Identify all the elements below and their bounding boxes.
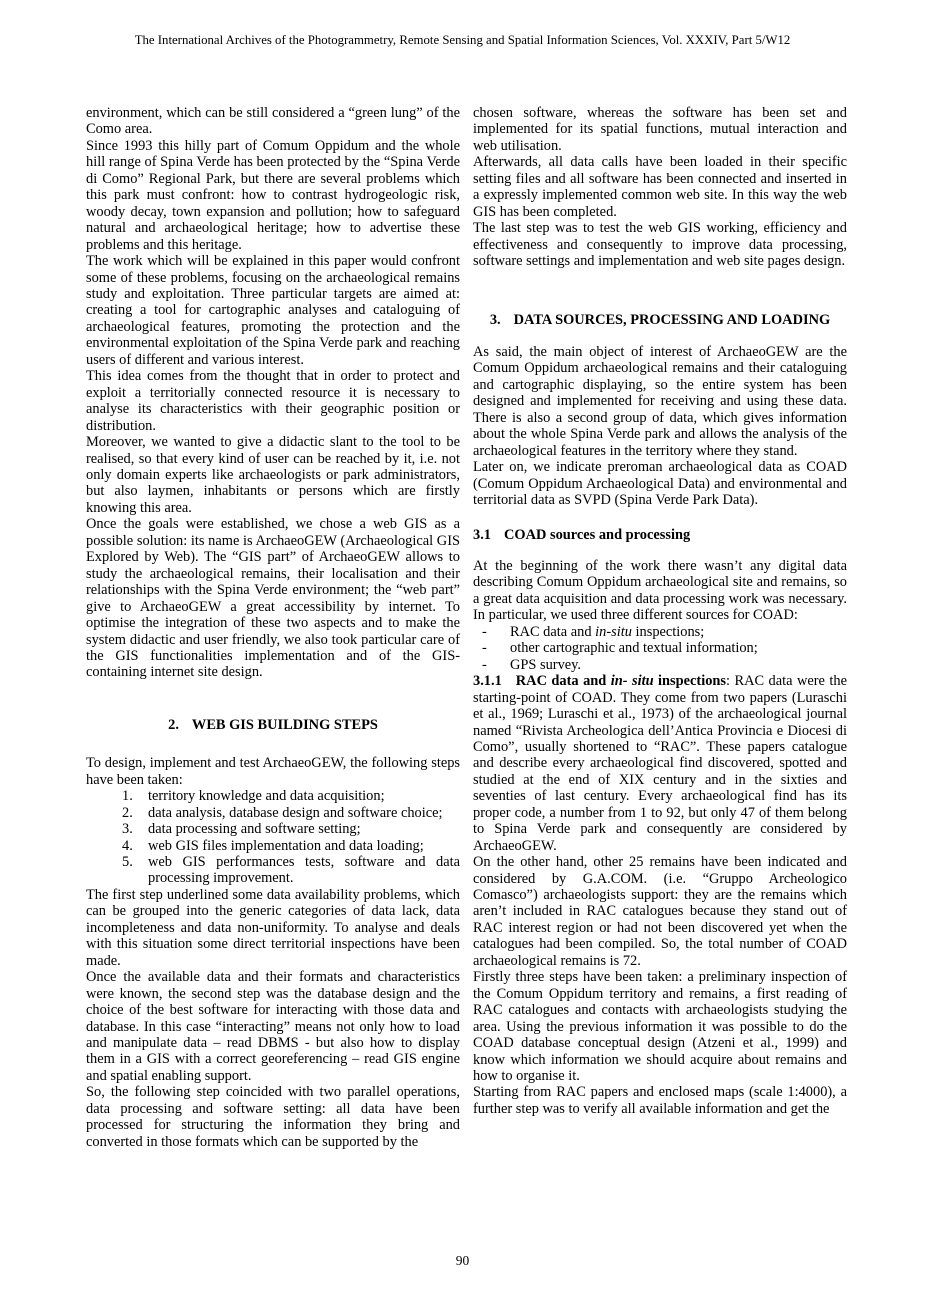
dash-list (473, 624, 847, 673)
right-column (473, 105, 847, 1150)
paragraph: Starting from RAC papers and enclosed maps (scale 1:4000), a further step was to verify all available information and get the (473, 1084, 847, 1117)
item-text: data analysis, database design and software choice; (148, 804, 443, 821)
paragraph: Moreover, we wanted to give a didactic slant to the tool to be realised, so that every kind of user can be reached by it, i.e. not only domain experts like archaeologists or park administrators, but also laymen, inhabitants or persons which are firstly knowing this area. (86, 434, 460, 516)
paragraph: The work which will be explained in this paper would confront some of these problems, focusing on the archaeological remains study and exploitation. Three particular targets are aimed at: creating a tool for cartographic analyses and cataloguing of archaeological features, promoting the protection and the environmental exploitation of the Spina Verde park and reaching users of different and various interest. (86, 253, 460, 368)
item-text: web GIS performances tests, software and data processing improvement. (148, 854, 460, 887)
page-header (0, 33, 925, 48)
left-column (86, 105, 460, 1150)
paragraph: Later on, we indicate preroman archaeological data as COAD (Comum Oppidum Archaeological Data) and environmental and territorial data as SVPD (Spina Verde Park Data). (473, 459, 847, 509)
section-3-number: 3. (489, 311, 501, 328)
item-dash: - (482, 656, 487, 673)
paragraph: The last step was to test the web GIS working, efficiency and effectiveness and consequently to improve data processing, software settings and implementation and web site pages design. (473, 220, 847, 270)
italic-text: in-situ (595, 623, 632, 640)
section-2-heading (86, 717, 460, 733)
section-3-1-number: 3.1 (473, 526, 491, 543)
page-number: 90 (455, 1253, 470, 1268)
journal-title: The International Archives of the Photogrammetry, Remote Sensing and Spatial Information Sciences, Vol. XXXIV, Part 5/W12 (134, 33, 791, 47)
list-item (86, 788, 460, 804)
item-number: 5. (122, 854, 133, 871)
section-3-1-title: COAD sources and processing (504, 526, 691, 543)
paragraph: Firstly three steps have been taken: a preliminary inspection of the Comum Oppidum territory and remains, a first reading of RAC catalogues and contacts with archaeologists studying the area. Using the previous information it was possible to do the COAD database conceptual design (Atzeni et al., 1999) and know which information we should acquire about remains and how to organise it. (473, 969, 847, 1085)
item-number: 4. (122, 837, 133, 854)
list-item (86, 838, 460, 854)
list-item (86, 821, 460, 837)
item-text: data processing and software setting; (148, 821, 361, 838)
paragraph: environment, which can be still considered a “green lung” of the Como area. (86, 105, 460, 138)
item-dash: - (482, 640, 487, 657)
numbered-list (86, 788, 460, 887)
paragraph: This idea comes from the thought that in order to protect and exploit a territorially connected resource it is necessary to analyse its characteristics with their geographic position or distribution. (86, 368, 460, 434)
section-3-1-1-paragraph (473, 673, 847, 854)
section-2-title: WEB GIS BUILDING STEPS (191, 716, 378, 733)
item-number: 3. (122, 821, 133, 838)
paragraph-text: : RAC data were the starting-point of COAD. They come from two papers (Luraschi et al., 1969; Luraschi et al., 1973) of the archaeological journal named “Rivista Archeologica dell’Antica Provincia e Diocesi di Como”, usually shortened to “RAC”. These papers catalogue and describe every archaeological find discovered, spotted and studied at the end of XIX century and in the sixties and seventies of last century. Every archaeological find has its proper code, a number from 1 to 92, but only 47 of them belong to Spina Verde park and consequently are considered by ArchaeoGEW. (473, 673, 847, 854)
section-2-number: 2. (168, 716, 179, 733)
page-footer (0, 1253, 925, 1269)
item-text: web GIS files implementation and data loading; (148, 837, 424, 854)
list-item (86, 805, 460, 821)
paragraph: The first step underlined some data availability problems, which can be grouped into the generic categories of data lack, data incompleteness and data non-uniformity. To analyse and deals with this situation some direct territorial inspections have been made. (86, 886, 460, 969)
section-3-1-1-number: 3.1.1 (473, 673, 502, 690)
item-text: RAC data and in-situ inspections; (510, 623, 705, 640)
list-item (473, 657, 847, 673)
steps-intro-paragraph: To design, implement and test ArchaeoGEW, the following steps have been taken: (86, 755, 460, 788)
run-in-heading: RAC data and (515, 673, 611, 690)
paragraph: On the other hand, other 25 remains have been indicated and considered by G.A.COM. (i.e. “Gruppo Archeologico Comasco”) archaeologists support: they are the remains which aren’t included in RAC catalogues because they stand out of RAC interest region or had not been discovered yet when the catalogues had been compiled. So, the total number of COAD archaeological remains is 72. (473, 854, 847, 969)
run-in-heading: inspections (653, 673, 727, 690)
section-3-1-heading (473, 527, 847, 543)
paragraph: chosen software, whereas the software has been set and implemented for its spatial functions, mutual interaction and web utilisation. (473, 105, 847, 154)
paragraph: Once the goals were established, we chose a web GIS as a possible solution: its name is ArchaeoGEW (Archaeological GIS Explored by Web). The “GIS part” of ArchaeoGEW allows to study the archaeological remains, their localisation and their relationships with the Spina Verde environment; the “web part” give to ArchaeoGEW a great accessibility by internet. To optimise the integration of these two aspects and to make the system didactic and user friendly, we also took particular care of the GIS functionalities implementation and of the GIS-containing internet site design. (86, 516, 460, 681)
list-item (86, 854, 460, 887)
section-3-title: DATA SOURCES, PROCESSING AND LOADING (513, 311, 831, 328)
page-content (86, 105, 848, 1150)
paragraph: Since 1993 this hilly part of Comum Oppidum and the whole hill range of Spina Verde has been protected by the “Spina Verde di Como” Regional Park, but there are several problems which this park must confront: how to contrast hydrogeologic risk, woody decay, town expansion and pollution; how to safeguard natural and archaeological heritage; how to advertise these problems and this heritage. (86, 137, 460, 253)
paragraph: Afterwards, all data calls have been loaded in their specific setting files and all software has been connected and inserted in a expressly implemented common web site. In this way the web GIS has been completed. (473, 154, 847, 220)
item-text: other cartographic and textual information; (510, 640, 758, 657)
section-3-heading (473, 312, 847, 328)
item-text: territory knowledge and data acquisition; (148, 788, 385, 805)
paragraph: Once the available data and their formats and characteristics were known, the second step was the database design and the choice of the best software for interacting with those data and database. In this case “interacting” means not only how to load and manipulate data – read DBMS - but also how to display them in a GIS with a correct georeferencing – read GIS engine and spatial enabling support. (86, 969, 460, 1084)
coad-intro-paragraph: At the beginning of the work there wasn’t any digital data describing Comum Oppidum archaeological site and remains, so a great data acquisition and data processing work was necessary. In particular, we used three different sources for COAD: (473, 557, 847, 624)
item-dash: - (482, 623, 487, 640)
list-item (473, 640, 847, 656)
paragraph: So, the following step coincided with two parallel operations, data processing and software setting: all data have been processed for structuring the information they bring and converted in those formats which can be supported by the (86, 1084, 460, 1150)
item-number: 2. (122, 804, 133, 821)
run-in-heading-italic: in- situ (610, 673, 654, 690)
paragraph: As said, the main object of interest of ArchaeoGEW are the Comum Oppidum archaeological remains and their cataloguing and cartographic displaying, so the entire system has been designed and implemented for receiving and using these data. There is also a second group of data, which gives information about the whole Spina Verde park and allows the analysis of the archaeological features in the territory where they stand. (473, 343, 847, 459)
list-item (473, 624, 847, 640)
item-text: GPS survey. (510, 656, 582, 673)
item-number: 1. (122, 788, 133, 805)
